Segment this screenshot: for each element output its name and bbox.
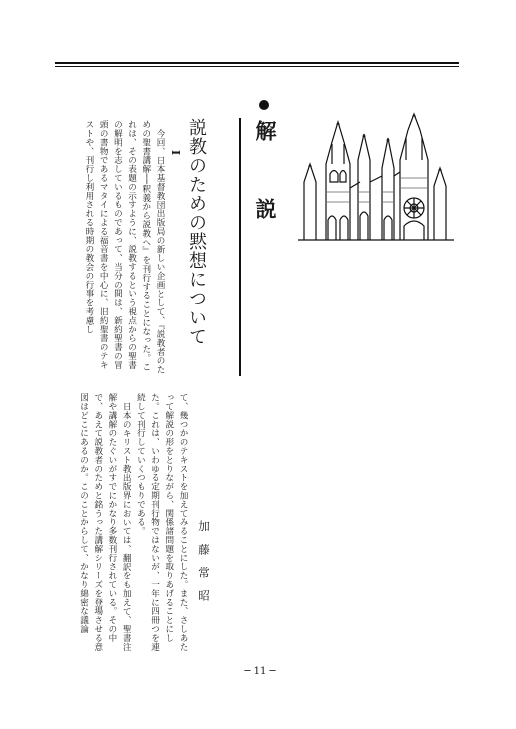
article-title: 説教のための黙想について: [186, 118, 207, 346]
section-number: I: [169, 150, 182, 156]
body-column-upper: [55, 120, 167, 378]
page-number: ─ 11 ─: [244, 666, 276, 677]
body-paragraph-2: て、幾つかのテキストを加えてみることにした。また、さしあたって解説の形をとりながら、関係諸問題を取りあげることにした。これは、いわゆる定期刊行物ではないが、一年に四冊つを連続して刊行していくつもりである。: [135, 393, 188, 652]
header-title-char-1: 解: [253, 120, 278, 141]
header-bullet: [259, 100, 269, 110]
header-divider: [239, 118, 241, 376]
body-paragraph-1: 今回、日本基督教団出版局の新しい企画として、『説教者のための聖書講解──釈義から説教へ』を刊行することになった。これは、その表題の示すように、説教するという視点からの聖書の解明を志しているものであって、当分の間は、新約聖書の冒頭の書物であるマタイによる福音書を中心に、旧約聖書のテキストや、刊行し利用される時期の教会の行事を考慮し: [83, 120, 165, 374]
gothic-cathedral-illustration: [296, 112, 456, 244]
top-rule-thin: [55, 66, 459, 67]
author-name: 加 藤 常 昭: [197, 520, 211, 605]
header-title-char-2: 説: [253, 198, 278, 219]
body-column-lower: [58, 393, 190, 653]
top-rule-thick: [55, 62, 459, 64]
body-paragraph-3: 日本のキリスト教出版界においては、翻訳をも加えて、聖書注解や講解のたぐいがすでにかなり多数刊行されている。その中で、あえて説教者のためと銘うった講解シリーズを登場させる意図はどこにあるのか。このことからして、かなり綿密な議論: [78, 393, 132, 652]
